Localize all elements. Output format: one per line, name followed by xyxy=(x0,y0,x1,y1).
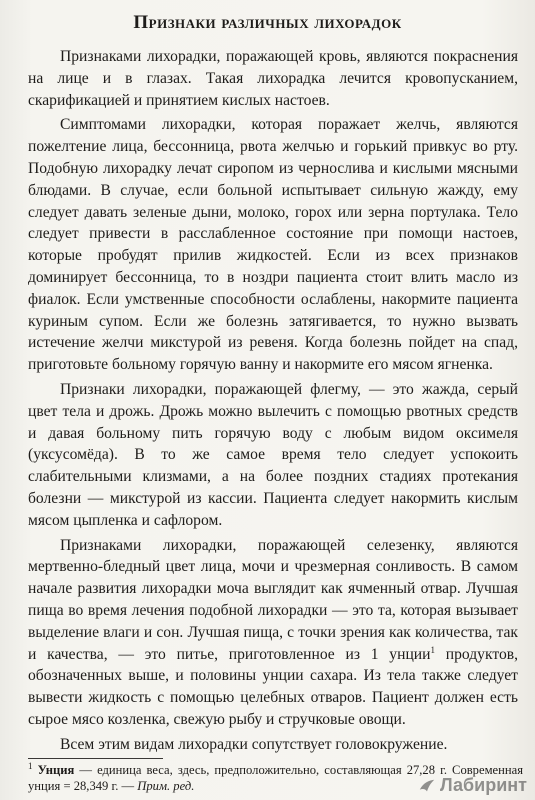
paragraph-blood-fever: Признаками лихорадки, поражающей кровь, являются покраснения на лице и в глазах. Такая лихорадка лечится кровопусканием, скарификацией и принятием кислых настоев. xyxy=(28,48,518,109)
body-text xyxy=(28,46,518,756)
watermark-label: Лабиринт xyxy=(439,775,527,795)
footnote-term: Унция xyxy=(37,763,75,777)
footnote-divider xyxy=(28,758,163,759)
paragraph-phlegm-fever: Признаки лихорадки, поражающей флегму, — это жажда, серый цвет тела и дрожь. Дрожь можно вылечить с помощью рвотных средств и давая больному пить горячую воду с любым видом оксимеля (уксусомёда). В то же самое время тело следует успокоить слабительными клизмами, а на более поздних стадиях протекания болезни — микстурой из кассии. Пациента следует накормить кислым мясом цыпленка и сафлором. xyxy=(28,380,518,529)
footnote-number: 1 xyxy=(28,760,33,771)
paragraph-spleen-fever-start: Признаками лихорадки, поражающей селезенку, являются мертвенно-бледный цвет лица, мочи и чрезмерная сонливость. В самом начале развития лихорадки моча выглядит как ячменный отвар. Лучшая пища во время лечения подобной лихорадки — это та, которая вызывает выделение влаги и сон. Лучшая пища, с точки зрения как количества, так и качества, — это питье, приготовленное из 1 унции xyxy=(28,536,518,663)
footnote-text: — единица веса, здесь, предположительно, составляющая 27,28 г. Современная унция = 28,349 г. — xyxy=(28,763,523,793)
page-title: Признаки различных лихорадок xyxy=(133,12,402,33)
footnote-marker: 1 xyxy=(430,644,435,655)
paragraph-spleen-fever-end: продуктов, обозначенных выше, и половины унции сахара. Из тела также следует вывести жидкость с помощью целебных отваров. Пациент должен есть сырое мясо козленка, свежую рыбу и стручковые овощи. xyxy=(28,645,519,728)
footnote-editor-note: Прим. ред. xyxy=(137,779,195,793)
watermark xyxy=(418,775,527,796)
paragraph-spleen-fever xyxy=(28,535,518,731)
labirint-bird-icon xyxy=(418,777,436,795)
paragraph-bile-fever: Симптомами лихорадки, которая поражает желчь, являются пожелтение лица, бессонница, рвота желчью и горький привкус во рту. Подобную лихорадку лечат сиропом из чернослива и кислыми мясными блюдами. В случае, если больной испытывает сильную жажду, ему следует давать зеленые дыни, молоко, горох или зерна портулака. Тело следует привести в расслабленное состояние при помощи настоев, которые пробудят прилив жидкостей. Если из всех признаков доминирует бессонница, то в ноздри пациента стоит влить масло из фиалок. Если умственные способности ослаблены, накормите пациента куриным супом. Если же болезнь затягивается, то нужно вызвать истечение желчи микстурой из ревеня. Когда болезнь пойдет на спад, приготовьте больному горячую ванну и накормите его мясом ягненка. xyxy=(28,116,518,374)
paragraph-dizziness: Всем этим видам лихорадки сопутствует головокружение. xyxy=(60,735,448,753)
